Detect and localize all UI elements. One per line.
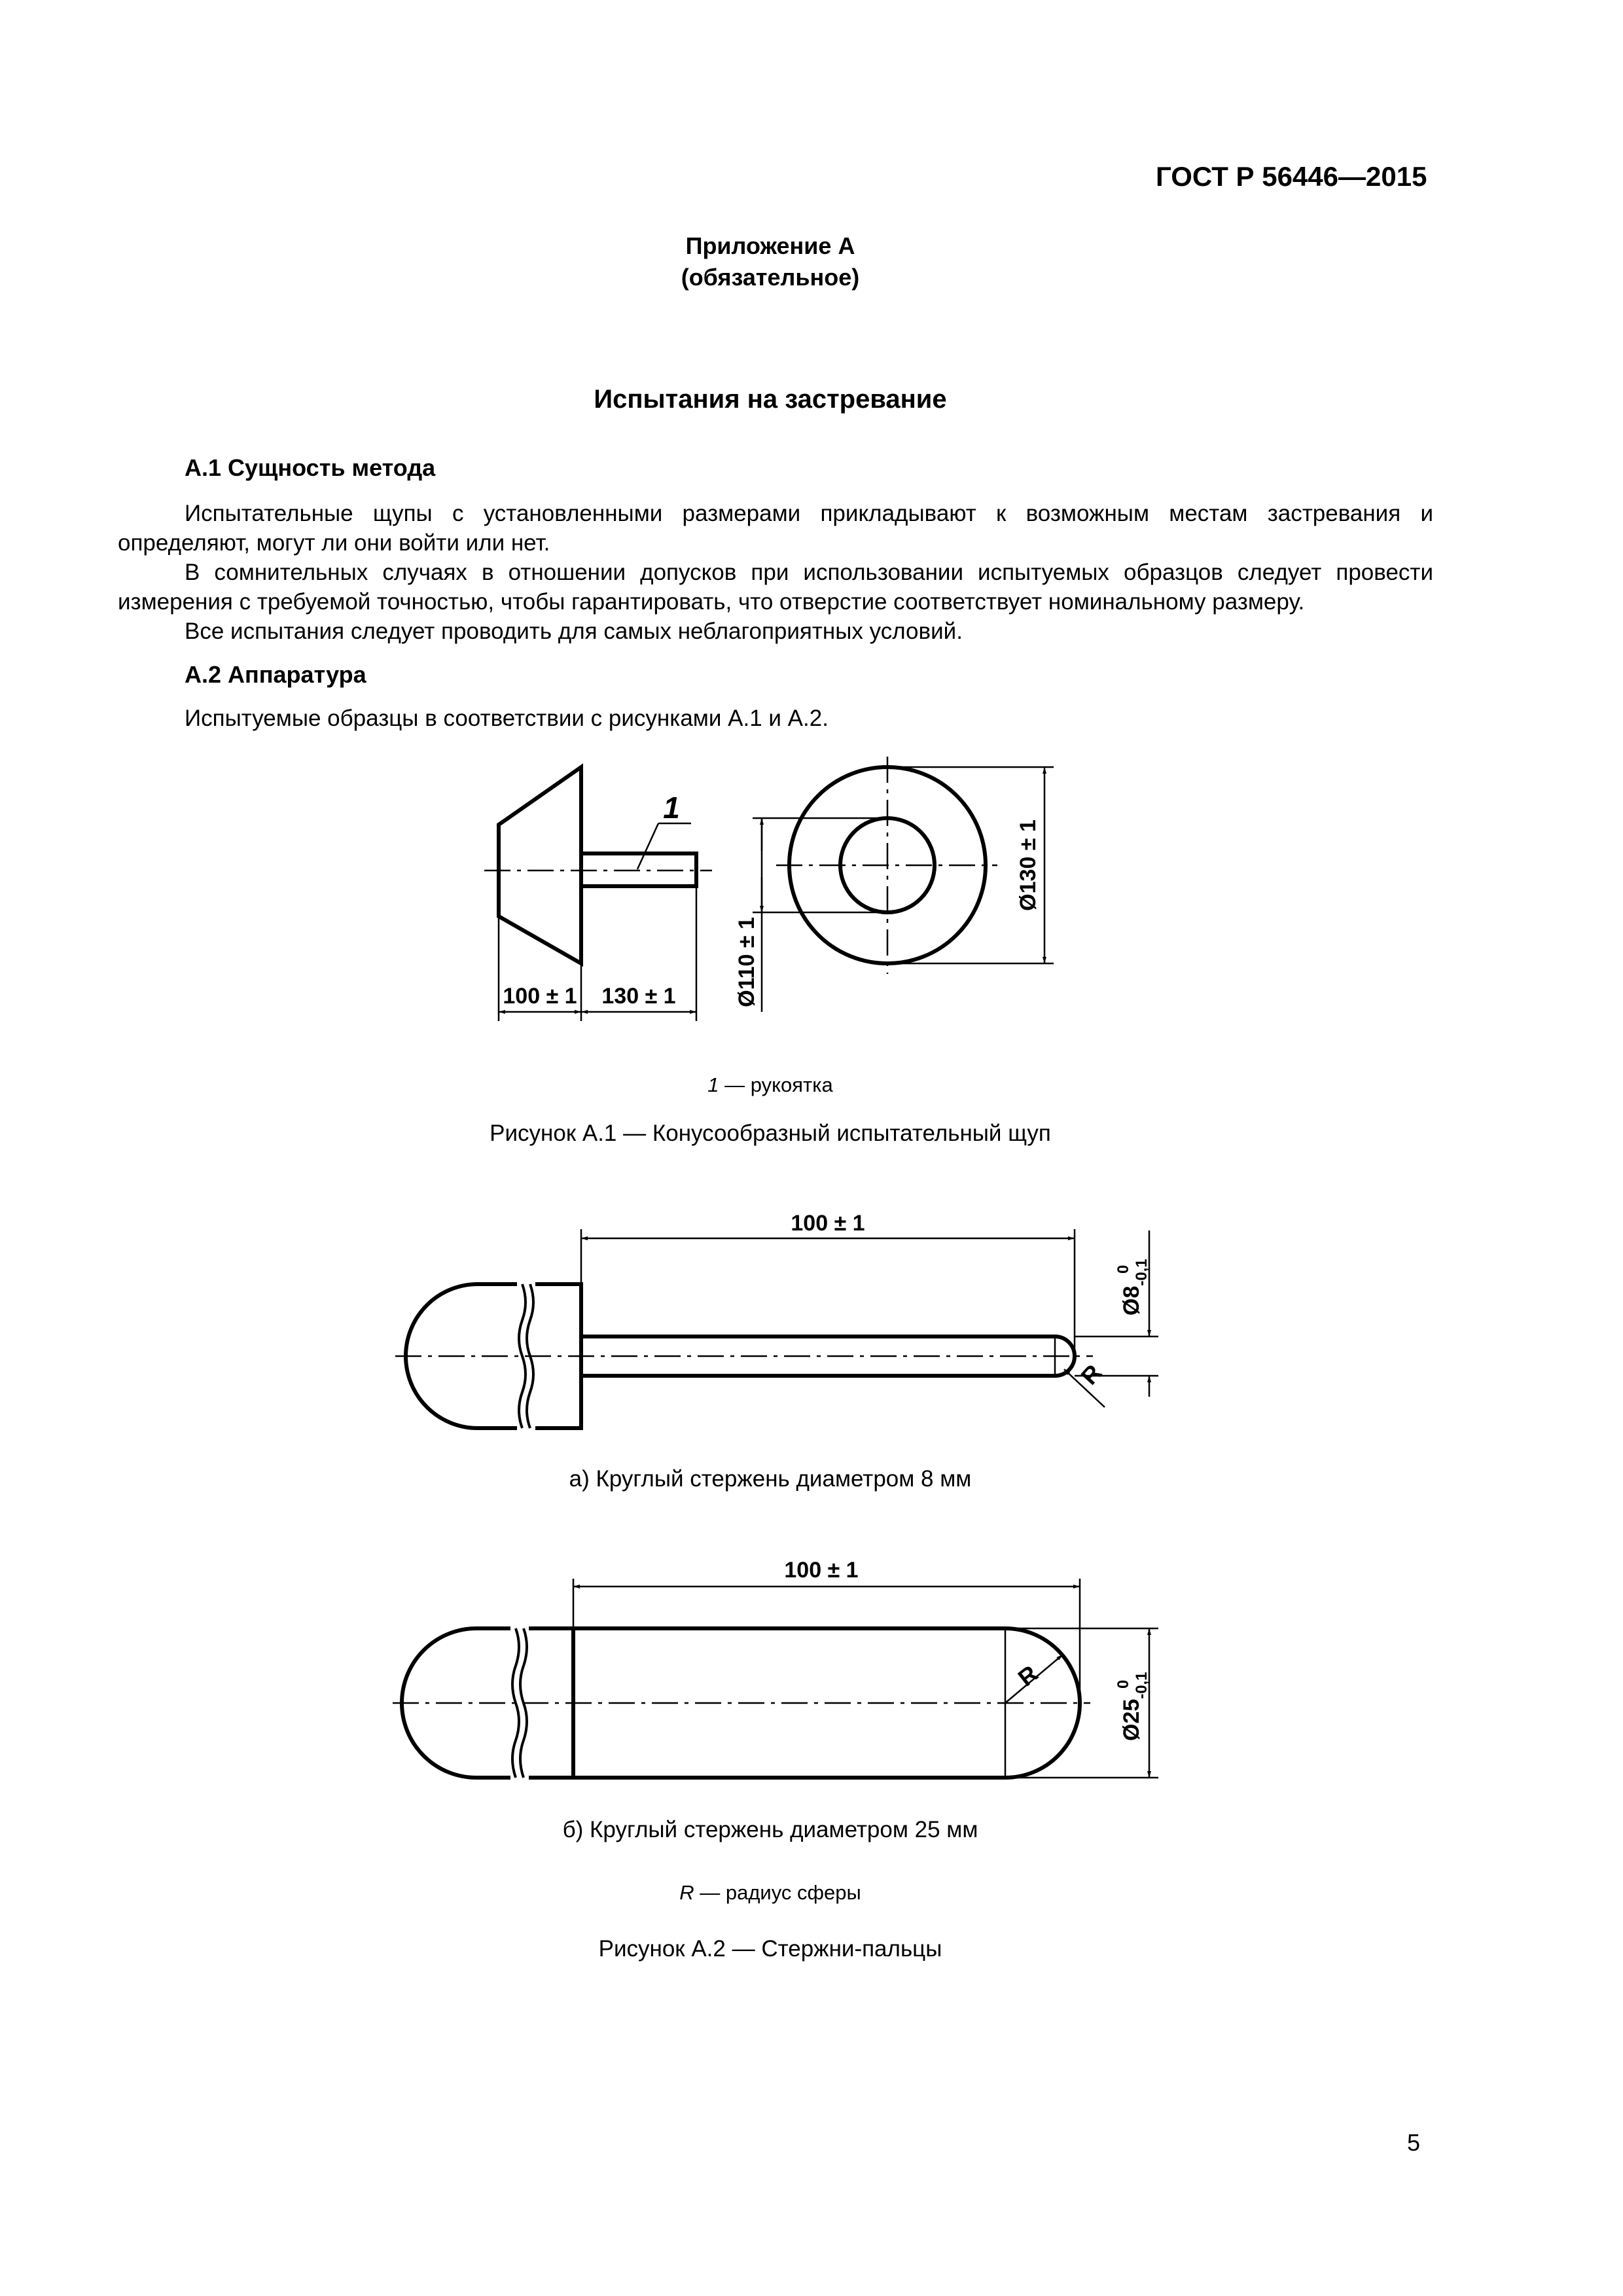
cone-probe-side-view xyxy=(484,767,712,1021)
dim-inner-diameter: Ø110 ± 1 xyxy=(734,917,759,1007)
clause-a2-text: Испытуемые образцы в соответствии с рисунками А.1 и А.2. xyxy=(185,706,829,731)
figure-a2-caption: Рисунок А.2 — Стержни-пальцы xyxy=(598,1936,942,1962)
radius-label: R xyxy=(1012,1659,1043,1692)
dim-length: 100 ± 1 xyxy=(791,1211,865,1236)
figure-a1-legend xyxy=(0,1073,1541,1097)
break-line xyxy=(519,1284,526,1428)
annex-title: Приложение А xyxy=(685,232,855,259)
legend-number: 1 xyxy=(707,1073,719,1096)
section-title: Испытания на застревание xyxy=(594,385,947,414)
paragraph: Все испытания следует проводить для самых неблагоприятных условий. xyxy=(185,619,963,644)
dim-diameter-value: Ø25 xyxy=(1119,1698,1144,1741)
dim-diameter-value: Ø8 xyxy=(1119,1285,1144,1316)
page-number: 5 xyxy=(1407,2129,1421,2156)
callout-leader xyxy=(637,823,658,869)
figure-a1-caption: Рисунок А.1 — Конусообразный испытательный щуп xyxy=(490,1121,1051,1146)
clause-a1-heading: А.1 Сущность метода xyxy=(185,454,436,481)
annex-status: (обязательное) xyxy=(681,264,860,291)
legend-text: — рукоятка xyxy=(719,1073,833,1096)
callout-number: 1 xyxy=(663,791,680,825)
cone-probe-end-view xyxy=(734,757,1054,1012)
dim-handle-length: 130 ± 1 xyxy=(601,984,676,1009)
clause-a2-heading: А.2 Аппаратура xyxy=(185,661,366,688)
dim-cone-length: 100 ± 1 xyxy=(503,984,577,1009)
figure-a2-legend xyxy=(0,1881,1541,1905)
paragraph: В сомнительных случаях в отношении допусков при использовании испытуемых образцов следует провести измерения с требуемой точностью, чтобы гарантировать, что отверстие соответствует номинальному размеру. xyxy=(118,560,1433,615)
paragraph: Испытательные щупы с установленными размерами прикладывают к возможным местам застревания и определяют, могут ли они войти или нет. xyxy=(118,501,1433,556)
dim-tol-lower: -0,1 xyxy=(1133,1672,1150,1699)
dim-outer-diameter: Ø130 ± 1 xyxy=(1016,819,1041,911)
figure-a2a-caption: а) Круглый стержень диаметром 8 мм xyxy=(569,1466,972,1492)
rod-8mm-drawing xyxy=(395,1211,1158,1428)
dim-tol-upper: 0 xyxy=(1115,1679,1132,1689)
dim-tol-lower: -0,1 xyxy=(1133,1259,1150,1286)
dim-tol-upper: 0 xyxy=(1115,1265,1132,1274)
dim-length: 100 ± 1 xyxy=(784,1558,859,1583)
legend-text: — радиус сферы xyxy=(694,1881,861,1904)
legend-symbol: R xyxy=(679,1881,694,1904)
cone-body xyxy=(499,767,581,963)
radius-label: R xyxy=(1075,1359,1107,1390)
rod-25mm-drawing xyxy=(393,1558,1158,1778)
figure-a2b-caption: б) Круглый стержень диаметром 25 мм xyxy=(562,1817,978,1842)
document-number: ГОСТ Р 56446—2015 xyxy=(1156,161,1427,192)
